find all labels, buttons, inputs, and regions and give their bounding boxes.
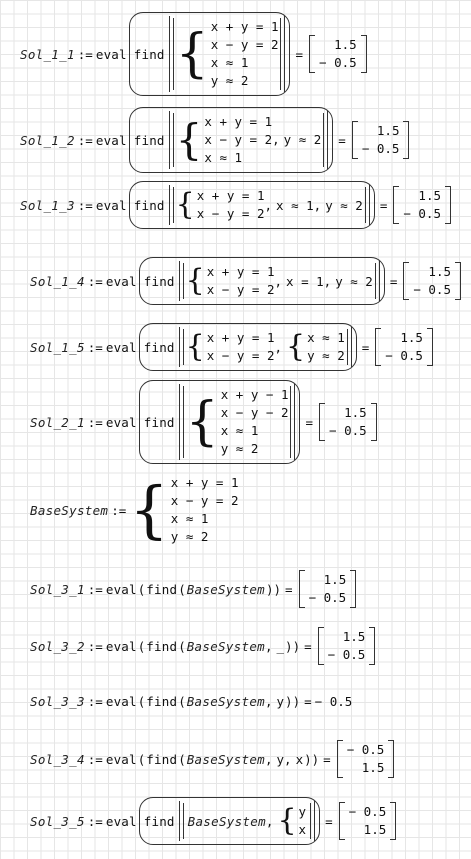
find-argument bbox=[179, 384, 296, 460]
result-matrix bbox=[352, 121, 410, 159]
variable-argument: x bbox=[298, 822, 307, 837]
assign-operator: := bbox=[87, 581, 103, 597]
find-keyword: find bbox=[133, 46, 165, 62]
equation: x − y = 2 bbox=[210, 37, 279, 52]
eval-keyword: eval bbox=[95, 132, 127, 148]
expression-sol-3-4[interactable]: Sol_3_4 := eval ( find ( BaseSystem , y , x )) = − 0.5 1.5 bbox=[30, 740, 394, 778]
result-value: 1.5 bbox=[334, 37, 357, 52]
assign-operator: := bbox=[87, 339, 103, 355]
variable-argument: y bbox=[298, 804, 307, 819]
equation: x + y = 1 bbox=[170, 475, 239, 490]
equation-system bbox=[176, 18, 279, 90]
guess: x ≈ 1 bbox=[276, 197, 314, 213]
result-value: 1.5 bbox=[342, 629, 366, 644]
eval-keyword: eval bbox=[105, 694, 137, 709]
brace-icon: { bbox=[286, 329, 306, 364]
guess: y ≈ 2 bbox=[283, 132, 322, 147]
expression-sol-1-4[interactable] bbox=[30, 257, 461, 305]
find-keyword: find bbox=[146, 581, 178, 597]
comma: , bbox=[274, 339, 283, 355]
equals-sign: = bbox=[338, 132, 346, 148]
result-value: − 0.5 bbox=[385, 348, 423, 363]
guess: y ≈ 2 bbox=[335, 273, 373, 289]
eval-keyword: eval bbox=[105, 751, 137, 767]
result-value: − 0.5 bbox=[329, 423, 367, 438]
expression-sol-1-2[interactable] bbox=[20, 107, 409, 173]
find-keyword: find bbox=[143, 339, 175, 355]
eval-argument bbox=[139, 380, 301, 464]
comma: , bbox=[323, 273, 332, 289]
expression-sol-1-1[interactable] bbox=[20, 12, 367, 96]
equals-sign: = bbox=[323, 751, 331, 767]
eval-keyword: eval bbox=[105, 638, 137, 654]
variable-name: Sol_1_3 bbox=[20, 197, 75, 213]
system-argument: BaseSystem bbox=[186, 751, 265, 767]
eval-argument bbox=[129, 181, 375, 229]
eval-keyword: eval bbox=[95, 197, 127, 213]
brace-icon: { bbox=[175, 24, 209, 84]
find-keyword: find bbox=[133, 197, 165, 213]
brace-icon: { bbox=[185, 392, 219, 452]
equation: x − y = 2, y ≈ 2 bbox=[204, 132, 322, 147]
result-matrix bbox=[403, 262, 461, 300]
assign-operator: := bbox=[87, 273, 103, 289]
expression-sol-3-5[interactable] bbox=[30, 797, 396, 845]
result-value: − 0.5 bbox=[361, 141, 400, 156]
result-matrix bbox=[319, 403, 377, 441]
variable-argument: y bbox=[276, 694, 285, 709]
expression-base-system[interactable] bbox=[30, 474, 239, 546]
find-keyword: find bbox=[146, 694, 178, 709]
result-value: 1.5 bbox=[363, 822, 387, 837]
equation: x ≈ 1 bbox=[220, 423, 259, 438]
equation: y ≈ 2 bbox=[220, 441, 259, 456]
eval-keyword: eval bbox=[105, 339, 137, 355]
guess: x ≈ 1 bbox=[307, 330, 345, 345]
equals-sign: = bbox=[361, 339, 370, 355]
expression-sol-1-5[interactable] bbox=[30, 323, 433, 371]
result-value: 1.5 bbox=[344, 405, 367, 420]
result-value: − 0.5 bbox=[327, 647, 366, 662]
find-argument: BaseSystem , { y x bbox=[179, 801, 315, 841]
guess: y ≈ 2 bbox=[307, 348, 345, 363]
equation-system bbox=[176, 113, 322, 167]
equation: x − y = 2 bbox=[170, 493, 239, 508]
equation: x − y − 2 bbox=[220, 405, 289, 420]
assign-operator: := bbox=[87, 751, 103, 767]
assign-operator: := bbox=[87, 813, 103, 829]
expression-sol-2-1[interactable] bbox=[30, 380, 377, 464]
assign-operator: := bbox=[77, 46, 93, 62]
equation-system bbox=[129, 474, 238, 546]
assign-operator: := bbox=[87, 694, 103, 709]
result-matrix bbox=[393, 186, 451, 224]
result-value: 1.5 bbox=[400, 330, 423, 345]
eval-keyword: eval bbox=[105, 414, 137, 430]
result-matrix bbox=[337, 740, 395, 778]
assign-operator: := bbox=[87, 414, 103, 430]
guess-system bbox=[286, 329, 345, 365]
equation: x ≈ 1 bbox=[170, 511, 209, 526]
brace-icon: { bbox=[129, 473, 169, 546]
comma: , bbox=[313, 197, 322, 213]
equation: x + y = 1 bbox=[210, 19, 279, 34]
equation: x + y = 1 bbox=[206, 264, 275, 279]
equation-system bbox=[186, 329, 275, 365]
guess: x = 1 bbox=[286, 273, 324, 289]
equation: x + y = 1 bbox=[206, 330, 275, 345]
assign-operator: := bbox=[77, 132, 93, 148]
equation-system bbox=[186, 263, 275, 299]
variable-argument: y bbox=[276, 751, 285, 767]
equation: y ≈ 2 bbox=[210, 73, 249, 88]
result-matrix bbox=[339, 802, 397, 840]
variable-argument: x bbox=[295, 751, 304, 767]
equals-sign: = bbox=[389, 273, 398, 289]
system-argument: BaseSystem bbox=[186, 638, 265, 654]
eval-argument bbox=[139, 323, 357, 371]
variable-name: Sol_2_1 bbox=[30, 414, 85, 430]
variable-name: BaseSystem bbox=[30, 502, 109, 518]
find-keyword: find bbox=[143, 414, 175, 430]
find-keyword: find bbox=[143, 273, 175, 289]
assign-operator: := bbox=[111, 502, 127, 518]
eval-argument bbox=[139, 257, 385, 305]
variable-name: Sol_3_4 bbox=[30, 751, 85, 767]
result-value: − 0.5 bbox=[348, 804, 387, 819]
eval-keyword: eval bbox=[95, 46, 127, 62]
brace-icon: { bbox=[175, 187, 195, 222]
assign-operator: := bbox=[87, 638, 103, 654]
find-argument bbox=[169, 16, 286, 92]
variable-name: Sol_3_1 bbox=[30, 581, 85, 597]
result-value: 1.5 bbox=[361, 760, 385, 775]
result-value: − 0.5 bbox=[308, 590, 347, 605]
comma: , bbox=[274, 273, 283, 289]
system-argument: BaseSystem bbox=[187, 813, 266, 829]
equation: x + y = 1 bbox=[196, 188, 265, 203]
eval-argument bbox=[129, 107, 334, 173]
variable-name: Sol_1_1 bbox=[20, 46, 75, 62]
variable-name: Sol_3_3 bbox=[30, 694, 85, 709]
variable-name: Sol_3_5 bbox=[30, 813, 85, 829]
find-argument bbox=[169, 111, 329, 169]
variable-name: Sol_1_4 bbox=[30, 273, 85, 289]
expression-sol-3-3[interactable]: Sol_3_3 := eval ( find ( BaseSystem , y )) = − 0.5 bbox=[30, 694, 353, 709]
system-argument: BaseSystem bbox=[186, 581, 265, 597]
equals-sign: = bbox=[304, 694, 312, 709]
result-value: 1.5 bbox=[376, 123, 400, 138]
placeholder-argument: _ bbox=[276, 638, 285, 654]
result-value: − 0.5 bbox=[403, 206, 441, 221]
equation: x + y − 1 bbox=[220, 387, 289, 402]
find-argument bbox=[179, 327, 352, 367]
equation: x − y = 2 bbox=[196, 206, 265, 221]
result-value: 1.5 bbox=[428, 264, 451, 279]
equals-sign: = bbox=[379, 197, 388, 213]
variable-name: Sol_3_2 bbox=[30, 638, 85, 654]
brace-icon: { bbox=[175, 115, 203, 164]
result-value: − 0.5 bbox=[346, 742, 385, 757]
result-value: − 0.5 bbox=[413, 282, 451, 297]
brace-icon: { bbox=[185, 329, 205, 364]
equation-system bbox=[176, 187, 265, 223]
eval-keyword: eval bbox=[105, 813, 137, 829]
equals-sign: = bbox=[304, 638, 312, 654]
find-keyword: find bbox=[146, 638, 178, 654]
variable-list bbox=[277, 803, 306, 839]
assign-operator: := bbox=[77, 197, 93, 213]
result-matrix bbox=[375, 328, 433, 366]
expression-sol-3-2[interactable]: Sol_3_2 := eval ( find ( BaseSystem , _ )) = 1.5 − 0.5 bbox=[30, 627, 375, 665]
equation: x ≈ 1 bbox=[210, 55, 249, 70]
variable-name: Sol_1_2 bbox=[20, 132, 75, 148]
find-argument bbox=[179, 261, 380, 301]
equals-sign: = bbox=[295, 46, 304, 62]
eval-argument bbox=[139, 797, 320, 845]
expression-sol-1-3[interactable] bbox=[20, 181, 451, 229]
equation: x − y = 2 bbox=[206, 348, 275, 363]
equation: x ≈ 1 bbox=[204, 150, 243, 165]
brace-icon: { bbox=[277, 803, 297, 838]
brace-icon: { bbox=[185, 263, 205, 298]
comma: , bbox=[264, 197, 273, 213]
guess: y ≈ 2 bbox=[325, 197, 363, 213]
find-keyword: find bbox=[146, 751, 178, 767]
equation: x − y = 2 bbox=[206, 282, 275, 297]
find-keyword: find bbox=[143, 813, 175, 829]
result-scalar: − 0.5 bbox=[314, 694, 353, 709]
find-keyword: find bbox=[133, 132, 165, 148]
result-matrix bbox=[309, 35, 367, 73]
system-argument: BaseSystem bbox=[186, 694, 265, 709]
equation: y ≈ 2 bbox=[170, 529, 209, 544]
variable-name: Sol_1_5 bbox=[30, 339, 85, 355]
equation-system bbox=[186, 386, 289, 458]
expression-sol-3-1[interactable]: Sol_3_1 := eval ( find ( BaseSystem )) = 1.5 − 0.5 bbox=[30, 570, 356, 608]
find-argument bbox=[169, 185, 370, 225]
result-matrix bbox=[318, 627, 376, 665]
equals-sign: = bbox=[305, 414, 314, 430]
result-value: − 0.5 bbox=[319, 55, 357, 70]
eval-argument bbox=[129, 12, 291, 96]
equation: x + y = 1 bbox=[204, 114, 273, 129]
result-value: 1.5 bbox=[418, 188, 441, 203]
result-value: 1.5 bbox=[323, 572, 347, 587]
eval-keyword: eval bbox=[105, 581, 137, 597]
eval-keyword: eval bbox=[105, 273, 137, 289]
equals-sign: = bbox=[285, 581, 293, 597]
result-matrix bbox=[299, 570, 357, 608]
equals-sign: = bbox=[325, 813, 333, 829]
